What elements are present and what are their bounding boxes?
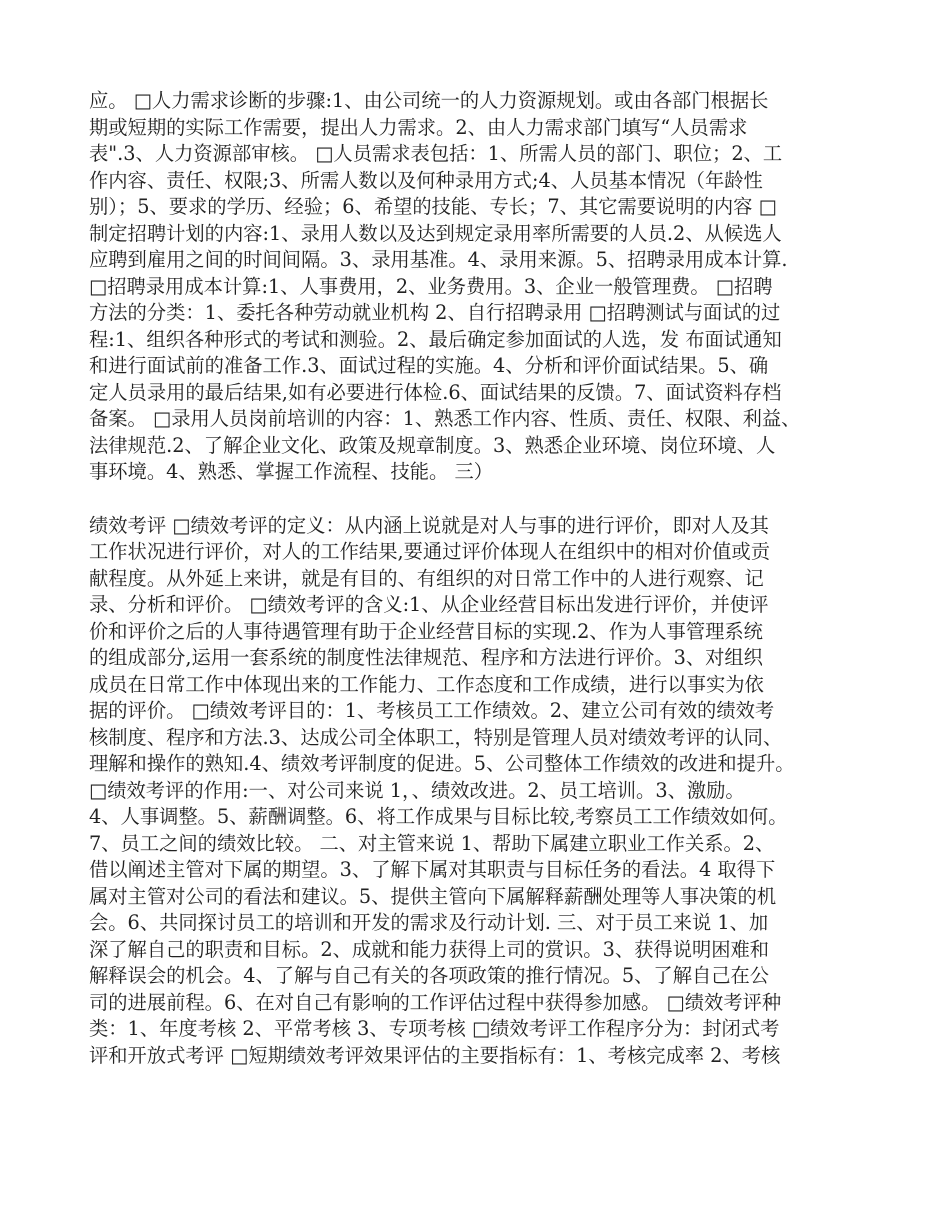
text-line: 解释误会的机会。4、了解与自己有关的各项政策的推行情况。5、了解自己在公 [89,964,770,987]
text-line: 作内容、责任、权限;3、所需人数以及何种录用方式;4、人员基本情况（年龄性 [89,168,763,192]
text-line: 工作状况进行评价，对人的工作结果,要通过评价体现人在组织中的相对价值或贡 [89,540,770,563]
text-line: 应。 □人力需求诊断的步骤:1、由公司统一的人力资源规划。或由各部门根据长 [89,89,769,112]
text-line: 备案。 □录用人员岗前培训的内容：1、熟悉工作内容、性质、责任、权限、利益、 [89,407,801,430]
text-line: 事环境。4、熟悉、掌握工作流程、技能。 三） [89,460,494,483]
text-line: 绩效考评 □绩效考评的定义：从内涵上说就是对人与事的进行评价，即对人及其 [89,513,769,537]
text-line: 4、人事调整。5、薪酬调整。6、将工作成果与目标比较,考察员工工作绩效如何。 [89,805,788,828]
text-line: 献程度。从外延上来讲，就是有目的、有组织的对日常工作中的人进行观察、记 [89,566,764,590]
text-line: 和进行面试前的准备工作.3、面试过程的实施。4、分析和评价面试结果。5、确 [89,354,769,377]
text-line: 定人员录用的最后结果,如有必要进行体检.6、面试结果的反馈。7、面试资料存档 [89,380,782,404]
text-line: □招聘录用成本计算:1、人事费用，2、业务费用。3、企业一般管理费。 □招聘 [89,274,773,298]
text-line: 表".3、人力资源部审核。 □人员需求表包括：1、所需人员的部门、职位；2、工 [89,142,783,165]
text-line: □绩效考评的作用:一、对公司来说 1，、绩效改进。2、员工培训。3、激励。 [89,778,745,802]
text-line: 核制度、程序和方法.3、达成公司全体职工，特别是管理人员对绩效考评的认同、 [89,725,783,749]
text-line: 录、分析和评价。 □绩效考评的含义:1、从企业经营目标出发进行评价，并使评 [89,593,769,616]
text-line: 据的评价。 □绩效考评目的：1、考核员工工作绩效。2、建立公司有效的绩效考 [89,699,775,722]
paragraph-recruitment [89,88,879,486]
text-line: 深了解自己的职责和目标。2、成就和能力获得上司的赏识。3、获得说明困难和 [89,937,770,961]
text-line: 评和开放式考评 □短期绩效考评效果评估的主要指标有：1、考核完成率 2、考核 [89,1043,781,1067]
text-line: 7、员工之间的绩效比较。 二、对主管来说 1、帮助下属建立职业工作关系。2、 [89,831,775,855]
text-line: 法律规范.2、了解企业文化、政策及规章制度。3、熟悉企业环境、岗位环境、人 [89,433,776,457]
text-line: 成员在日常工作中体现出来的工作能力、工作态度和工作成绩，进行以事实为依 [89,672,764,696]
text-line: 程:1、组织各种形式的考试和测验。2、最后确定参加面试的人选，发 布面试通知 [89,327,782,351]
text-line: 制定招聘计划的内容:1、录用人数以及达到规定录用率所需要的人员.2、从候选人 [89,221,782,245]
text-line: 的组成部分,运用一套系统的制度性法律规范、程序和方法进行评价。3、对组织 [89,646,763,669]
text-line: 应聘到雇用之间的时间间隔。3、录用基准。4、录用来源。5、招聘录用成本计算. [89,248,788,271]
text-line: 别）；5、要求的学历、经验；6、希望的技能、专长；7、其它需要说明的内容 □ [89,195,777,218]
text-line: 司的进展前程。6、在对自己有影响的工作评估过程中获得参加感。 □绩效考评种 [89,990,782,1014]
paragraph-gap [89,486,879,513]
text-line: 属对主管对公司的看法和建议。5、提供主管向下属解释薪酬处理等人事决策的机 [89,884,777,908]
text-line: 方法的分类：1、委托各种劳动就业机构 2、自行招聘录用 □招聘测试与面试的过 [89,301,781,324]
paragraph-performance-appraisal [89,513,879,1070]
text-line: 会。6、共同探讨员工的培训和开发的需求及行动计划. 三、对于员工来说 1、加 [89,911,769,934]
document-page [89,88,879,1069]
text-line: 借以阐述主管对下属的期望。3、了解下属对其职责与目标任务的看法。4 取得下 [89,858,776,881]
text-line: 理解和操作的熟知.4、绩效考评制度的促进。5、公司整体工作绩效的改进和提升。 [89,752,795,775]
text-line: 期或短期的实际工作需要，提出人力需求。2、由人力需求部门填写“人员需求 [89,115,748,139]
text-line: 价和评价之后的人事待遇管理有助于企业经营目标的实现.2、作为人事管理系统 [89,619,763,643]
text-line: 类：1、年度考核 2、平常考核 3、专项考核 □绩效考评工作程序分为：封闭式考 [89,1017,780,1040]
